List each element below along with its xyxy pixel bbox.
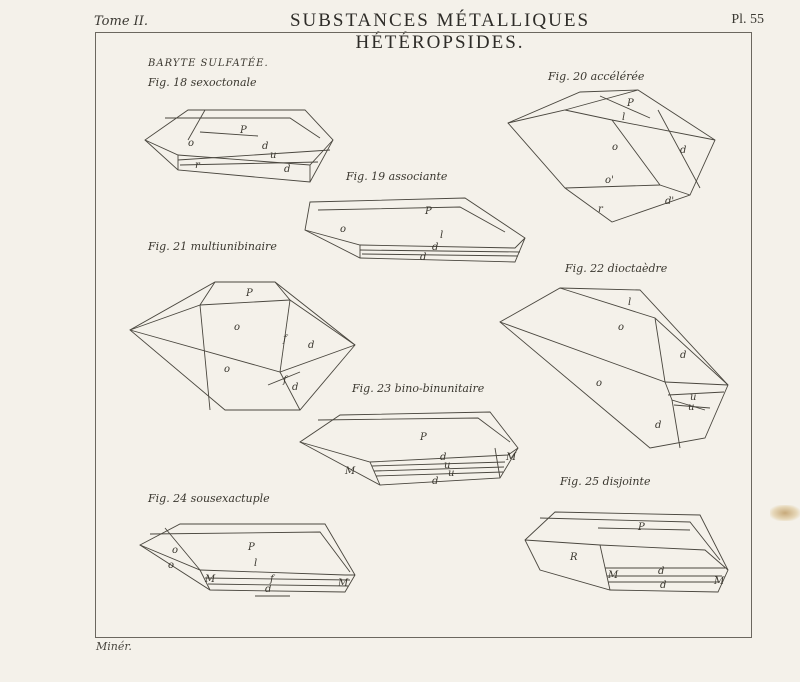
fig-25-face-d2: d [660,580,667,591]
fig-22-caption: Fig. 22 dioctaèdre [565,262,668,275]
fig-21-face-f: f [283,334,287,345]
fig-23-face-m2: M [506,452,517,463]
fig-24-face-o: o [172,545,179,556]
fig-24-face-p: P [248,542,255,553]
fig-18-caption: Fig. 18 sexoctonale [148,76,257,89]
fig-19-face-o: o [340,224,347,235]
fig-25-face-m: M [608,570,619,581]
fig-25-face-m2: M [714,576,725,587]
fig-20-face-d-prime: d' [665,196,675,207]
fig-20-face-p: P [627,98,634,109]
fig-18-face-d2: d [284,164,291,175]
fig-23-crystal [300,412,518,487]
plate-title: SUBSTANCES MÉTALLIQUES HÉTÉROPSIDES. [289,10,591,53]
fig-24-face-d: d [265,584,272,595]
fig-19-crystal [305,198,525,263]
fig-25-face-p: P [638,522,645,533]
fig-22-face-d2: d [655,420,662,431]
fig-20-face-r: r [598,204,603,215]
fig-20-face-o-prime: o' [605,175,614,186]
fig-19-face-p: P [425,206,432,217]
fig-24-face-l: l [254,558,258,569]
volume-label: Tome II. [94,14,149,29]
fig-24-face-o2: o [168,560,175,571]
fig-21-face-p: P [246,288,253,299]
fig-22-face-l: l [628,297,632,308]
fig-24-face-m2: M [338,578,349,589]
fig-25-caption: Fig. 25 disjointe [560,475,651,488]
fig-23-face-d: d [440,452,447,463]
fig-21-caption: Fig. 21 multiunibinaire [148,240,277,253]
fig-19-caption: Fig. 19 associante [346,170,448,183]
fig-21-face-d2: d [292,382,299,393]
fig-20-face-d: d [680,145,687,156]
fig-22-face-u: u [690,392,697,403]
fig-18-face-o: o [188,138,195,149]
fig-22-face-d: d [680,350,687,361]
fig-18-face-p: P [240,125,247,136]
fig-22-crystal [500,288,728,448]
fig-19-face-d2: d [420,252,427,263]
fig-25-crystal [525,512,728,592]
plate-number: Pl. 55 [731,12,764,27]
fig-25-face-d: d [658,566,665,577]
fig-21-face-d: d [308,340,315,351]
fig-25-face-r: R [570,552,578,563]
page-stain [770,505,800,521]
fig-19-face-l: l [440,230,444,241]
fig-21-face-o: o [234,322,241,333]
mineral-subtitle: BARYTE SULFATÉE. [148,58,269,69]
fig-24-face-f: f [270,574,274,585]
fig-23-caption: Fig. 23 bino-binunitaire [352,382,485,395]
fig-19-face-d: d [432,242,439,253]
fig-22-face-o2: o [596,378,603,389]
engraver-note: Minér. [96,640,132,653]
fig-18-face-u: u [270,150,277,161]
fig-23-face-m: M [345,466,356,477]
fig-21-crystal [130,282,355,410]
fig-21-face-o2: o [224,364,231,375]
fig-22-face-u2: u [688,402,695,413]
fig-23-face-d2: d [432,476,439,487]
fig-21-face-f2: f [283,375,287,386]
fig-23-face-p: P [420,432,427,443]
fig-22-face-o: o [618,322,625,333]
fig-18-face-d: d [262,141,269,152]
fig-24-face-m: M [205,574,216,585]
fig-24-caption: Fig. 24 sousexactuple [148,492,270,505]
fig-20-caption: Fig. 20 accélérée [548,70,645,83]
fig-20-face-o: o [612,142,619,153]
fig-18-crystal [145,110,333,182]
fig-24-crystal [140,524,355,596]
fig-20-crystal [508,90,715,222]
fig-20-face-l: l [622,112,626,123]
fig-23-face-u: u [444,460,451,471]
fig-23-face-u2: u [448,468,455,479]
fig-18-face-r: r [195,160,200,171]
